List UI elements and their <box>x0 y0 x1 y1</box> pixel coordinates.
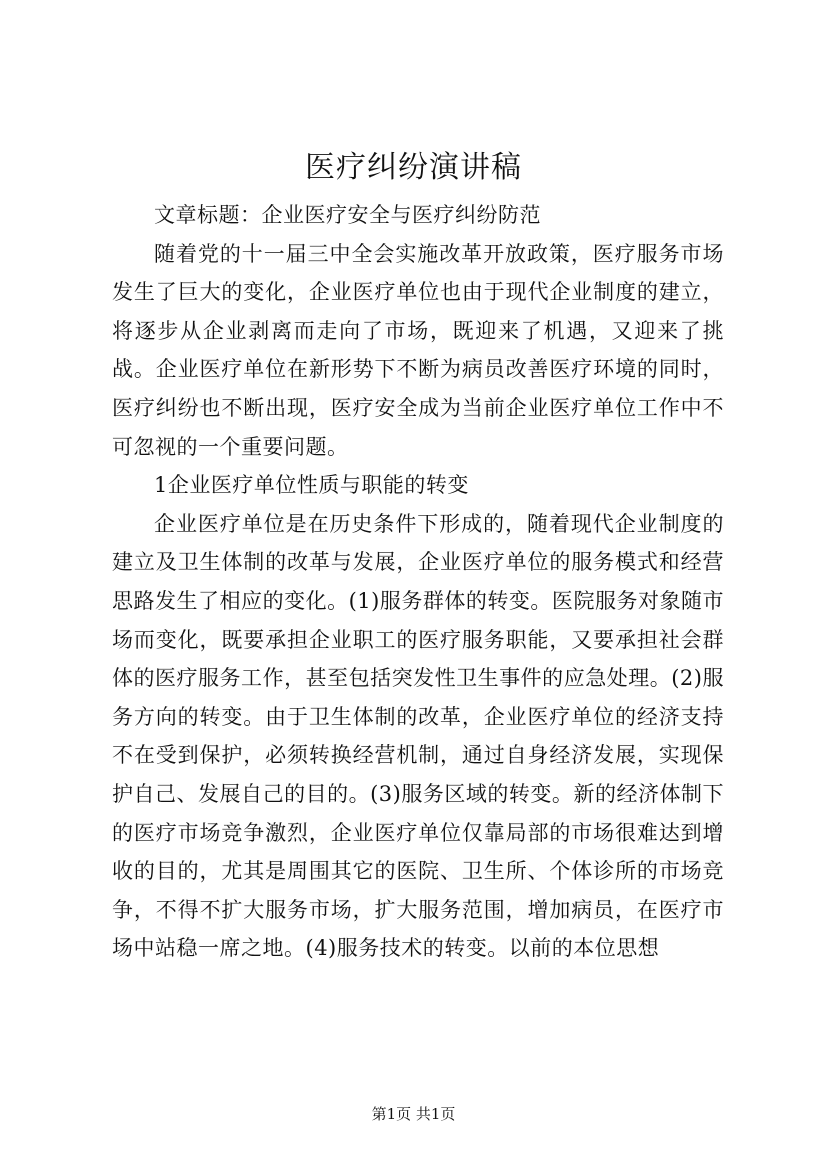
document-body <box>112 196 724 968</box>
section-paragraph: 企业医疗单位是在历史条件下形成的，随着现代企业制度的建立及卫生体制的改革与发展，企业医疗单位的服务模式和经营思路发生了相应的变化。(1)服务群体的转变。医院服务对象随市场而变化，既要承担企业职工的医疗服务职能，又要承担社会群体的医疗服务工作，甚至包括突发性卫生事件的应急处理。(2)服务方向的转变。由于卫生体制的改革，企业医疗单位的经济支持不在受到保护，必须转换经营机制，通过自身经济发展，实现保护自己、发展自己的目的。(3)服务区域的转变。新的经济体制下的医疗市场竞争激烈，企业医疗单位仅靠局部的市场很难达到增收的目的，尤其是周围其它的医院、卫生所、个体诊所的市场竞争，不得不扩大服务市场，扩大服务范围，增加病员，在医疗市场中站稳一席之地。(4)服务技术的转变。以前的本位思想 <box>112 511 724 961</box>
article-heading-paragraph: 文章标题：企业医疗安全与医疗纠纷防范 <box>154 203 541 227</box>
page-footer: 第1页 共1页 <box>371 1105 456 1123</box>
intro-paragraph: 随着党的十一届三中全会实施改革开放政策，医疗服务市场发生了巨大的变化，企业医疗单位也由于现代企业制度的建立，将逐步从企业剥离而走向了市场，既迎来了机遇，又迎来了挑战。企业医疗单位在新形势下不断为病员改善医疗环境的同时，医疗纠纷也不断出现，医疗安全成为当前企业医疗单位工作中不可忽视的一个重要问题。 <box>112 241 724 459</box>
document-title: 医疗纠纷演讲稿 <box>305 150 522 185</box>
section-heading: 1企业医疗单位性质与职能的转变 <box>154 473 469 498</box>
